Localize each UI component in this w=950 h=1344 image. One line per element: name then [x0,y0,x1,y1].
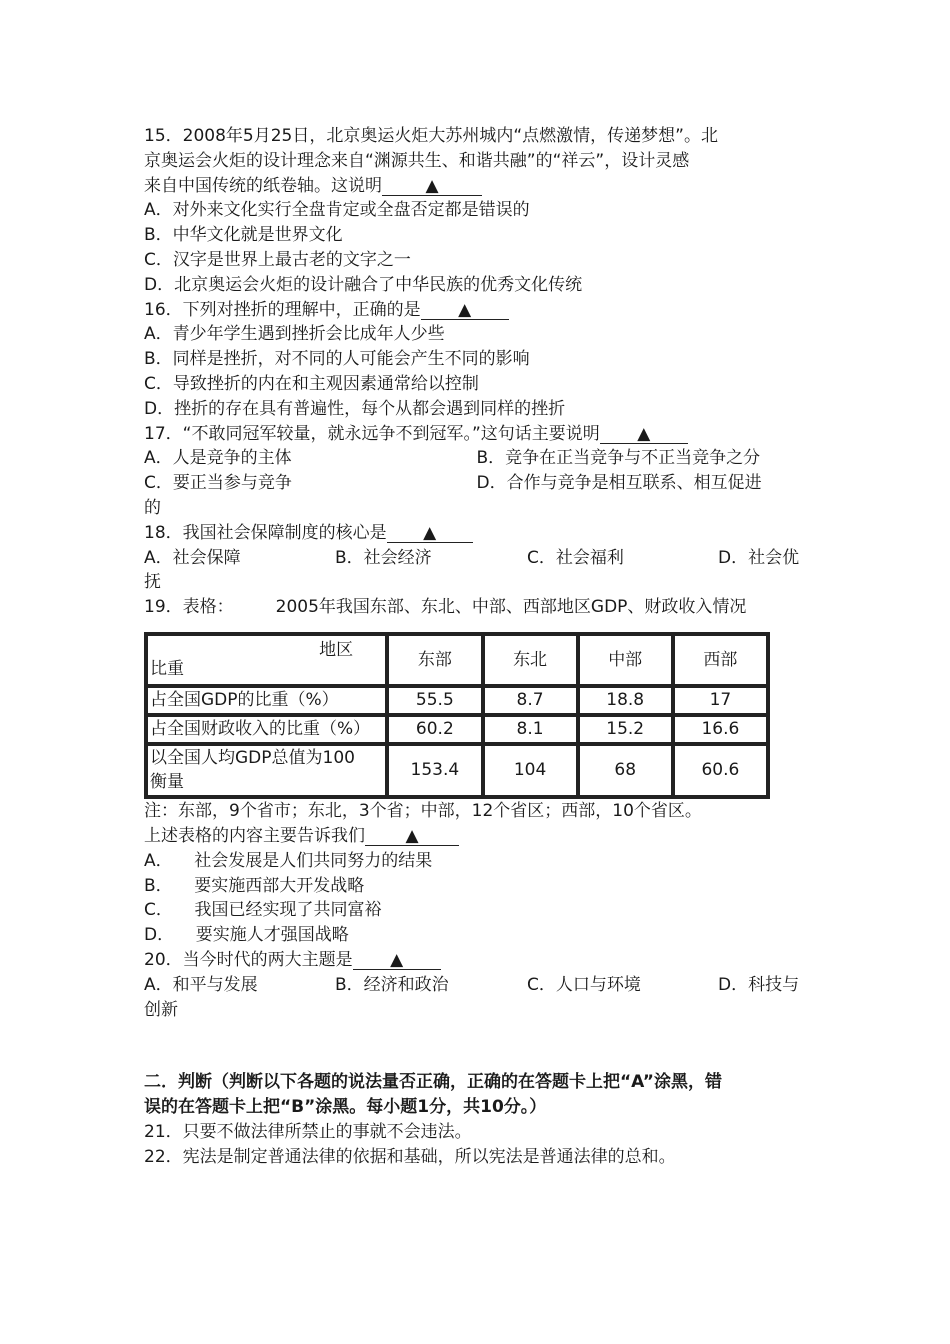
answer-blank: ▲ [353,951,441,970]
table-title: 2005年我国东部、东北、中部、西部地区GDP、财政收入情况 [275,597,747,618]
row-label: 占全国财政收入的比重（%） [146,715,387,744]
option: B．同样是挫折，对不同的人可能会产生不同的影响 [144,349,530,370]
section-2-heading [144,1070,809,1120]
table-cell: 68 [578,744,673,798]
row-label: 占全国GDP的比重（%） [146,686,387,715]
gdp-table [144,632,770,799]
option: D．北京奥运会火炬的设计融合了中华民族的优秀文化传统 [144,274,583,295]
option: D．挫折的存在具有普遍性，每个从都会遇到同样的挫折 [144,398,566,419]
table-cell: 153.4 [387,744,482,798]
corner-label-ratio: 比重 [150,659,184,680]
option: A． 社会发展是人们共同努力的结果 [144,850,433,871]
question-20 [144,948,809,1022]
option-wrap: 创新 [144,999,178,1020]
q18-stem: 18．我国社会保障制度的核心是 [144,522,387,543]
table-cell: 17 [673,686,768,715]
section-title-line: 二．判断（判断以下各题的说法量否正确，正确的在答题卡上把“A”涂黑，错 [144,1072,722,1093]
option: D．社会优 [718,547,800,568]
table-row [146,744,768,798]
option-wrap: 的 [144,497,161,518]
corner-label-region: 地区 [319,639,354,660]
q15-stem-end: 来自中国传统的纸卷轴。这说明 [144,175,382,196]
question-21: 21．只要不做法律所禁止的事就不会违法。 [144,1121,472,1142]
option: B．中华文化就是世界文化 [144,225,343,246]
row-label-line: 以全国人均GDP总值为100 [150,747,355,768]
column-header: 东北 [483,634,578,686]
table-note: 注：东部，9个省市；东北，3个省；中部，12个省区；西部，10个省区。 [144,801,702,822]
table-corner-cell [146,634,387,686]
question-15 [144,124,809,298]
q20-stem: 20．当今时代的两大主题是 [144,949,353,970]
table-row [146,715,768,744]
row-label-line: 衡量 [150,772,184,793]
answer-blank: ▲ [421,301,509,320]
question-18 [144,521,809,595]
table-cell: 8.1 [483,715,578,744]
table-cell: 55.5 [387,686,482,715]
option: C．要正当参与竞争 [144,473,292,494]
question-22: 22．宪法是制定普通法律的依据和基础，所以宪法是普通法律的总和。 [144,1146,676,1167]
option: A．人是竞争的主体 [144,448,292,469]
option: C．社会福利 [527,547,624,568]
section-title-line: 误的在答题卡上把“B”涂黑。每小题1分，共10分。） [144,1097,547,1118]
option: C． 我国已经实现了共同富裕 [144,900,382,921]
exam-page [144,124,809,1169]
section-2-items [144,1120,809,1170]
row-label [146,744,387,798]
q19-stem: 19．表格： [144,597,234,618]
option: D． 要实施人才强国战略 [144,925,349,946]
option: B．经济和政治 [335,974,449,995]
column-header: 东部 [387,634,482,686]
q17-stem: 17．“不敢同冠军较量，就永远争不到冠军。”这句话主要说明 [144,423,600,444]
question-17 [144,422,809,521]
column-header: 中部 [578,634,673,686]
question-16 [144,298,809,422]
table-row [146,686,768,715]
table-cell: 104 [483,744,578,798]
column-header: 西部 [673,634,768,686]
option: A．和平与发展 [144,974,258,995]
option: D．合作与竞争是相互联系、相互促进 [476,473,762,494]
table-cell: 15.2 [578,715,673,744]
q19-stem-2: 上述表格的内容主要告诉我们 [144,825,365,846]
option: A．社会保障 [144,547,241,568]
option: C．导致挫折的内在和主观因素通常给以控制 [144,373,479,394]
table-cell: 60.2 [387,715,482,744]
q16-stem: 16．下列对挫折的理解中，正确的是 [144,299,421,320]
table-cell: 18.8 [578,686,673,715]
table-cell: 60.6 [673,744,768,798]
option: C．人口与环境 [527,974,641,995]
option: B．社会经济 [335,547,432,568]
option: A．青少年学生遇到挫折会比成年人少些 [144,324,445,345]
answer-blank: ▲ [382,177,482,196]
table-header-row [146,634,768,686]
question-19 [144,595,809,948]
q15-line-1: 15．2008年5月25日，北京奥运火炬大苏州城内“点燃激情，传递梦想”。北 [144,126,718,146]
table-cell: 16.6 [673,715,768,744]
answer-blank: ▲ [365,827,459,846]
table-cell: 8.7 [483,686,578,715]
option: D．科技与 [718,974,800,995]
option: A．对外来文化实行全盘肯定或全盘否定都是错误的 [144,200,530,221]
option-wrap: 抚 [144,572,161,593]
q15-line-2: 京奥运会火炬的设计理念来自“渊源共生、和谐共融”的“祥云”，设计灵感 [144,150,690,171]
option: B． 要实施西部大开发战略 [144,875,365,896]
answer-blank: ▲ [387,524,473,543]
option: C．汉字是世界上最古老的文字之一 [144,249,411,270]
answer-blank: ▲ [600,425,688,444]
option: B．竞争在正当竞争与不正当竞争之分 [476,448,761,469]
